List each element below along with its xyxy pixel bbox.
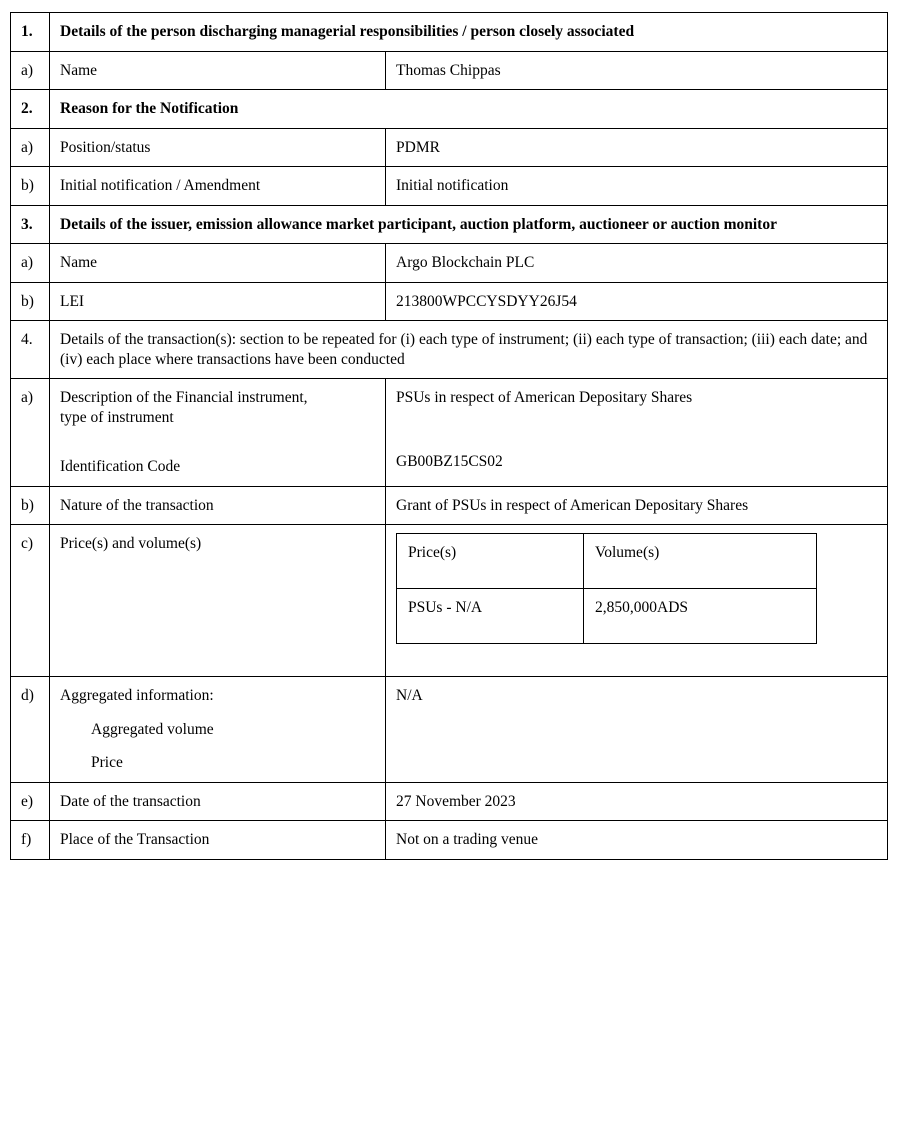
table-row [11,128,888,167]
spacer [60,739,375,753]
price-volume-header-row [397,534,817,589]
instrument-description-line-2: type of instrument [60,408,174,426]
transaction-place-value: Not on a trading venue [386,821,888,860]
aggregated-price-label: Price [91,754,123,772]
aggregated-volume-label: Aggregated volume [91,720,214,738]
row-index: b) [11,486,50,525]
table-row [11,51,888,90]
table-row [11,821,888,860]
pdmr-notification-table [10,12,888,860]
table-row [11,525,888,677]
row-value: Thomas Chippas [386,51,888,90]
price-volume-cell [386,525,888,677]
row-label: Nature of the transaction [50,486,386,525]
row-label: Date of the transaction [50,782,386,821]
row-value [386,379,888,487]
row-label: Place of the Transaction [50,821,386,860]
section-number: 4. [11,321,50,379]
section-heading: Details of the person discharging managerial responsibilities / person closely associated [50,13,888,52]
row-label [50,379,386,487]
section-heading: Details of the transaction(s): section to be repeated for (i) each type of instrument; (ii) each type of transaction; (iii) each date; and (iv) each place where transactions have been conducted [50,321,888,379]
table-row [11,282,888,321]
section-number: 1. [11,13,50,52]
price-volume-data-row [397,589,817,644]
volume-cell: 2,850,000ADS [584,589,817,644]
table-row [11,379,888,487]
section-heading-row [11,90,888,129]
row-index: a) [11,244,50,283]
row-value: N/A [386,677,888,783]
instrument-description-line-1: Description of the Financial instrument, [60,389,308,407]
row-label: Position/status [50,128,386,167]
row-index: b) [11,167,50,206]
row-label: LEI [50,282,386,321]
row-index: b) [11,282,50,321]
row-value: Grant of PSUs in respect of American Depositary Shares [386,486,888,525]
identification-code-value: GB00BZ15CS02 [396,452,503,470]
table-row [11,486,888,525]
row-value: Initial notification [386,167,888,206]
section-number: 3. [11,205,50,244]
instrument-value: PSUs in respect of American Depositary Shares [396,389,693,407]
section-heading: Reason for the Notification [50,90,888,129]
section-heading-row [11,13,888,52]
row-index: a) [11,128,50,167]
price-column-header: Price(s) [397,534,584,589]
price-volume-table [396,533,817,644]
table-row [11,244,888,283]
row-index: d) [11,677,50,783]
row-index: a) [11,51,50,90]
section-heading-row [11,321,888,379]
row-label: Price(s) and volume(s) [50,525,386,677]
spacer [396,408,877,438]
spacer [60,706,375,720]
aggregated-information-label: Aggregated information: [60,687,214,705]
transaction-date-value: 27 November 2023 [386,782,888,821]
row-label: Name [50,51,386,90]
row-value: PDMR [386,128,888,167]
table-row [11,677,888,783]
row-index: c) [11,525,50,677]
table-row [11,167,888,206]
lei-value: 213800WPCCYSDYY26J54 [386,282,888,321]
row-index: a) [11,379,50,487]
section-heading: Details of the issuer, emission allowance market participant, auction platform, auctioneer or auction monitor [50,205,888,244]
row-index: e) [11,782,50,821]
volume-column-header: Volume(s) [584,534,817,589]
section-number: 2. [11,90,50,129]
row-label [50,677,386,783]
spacer [60,427,375,457]
row-index: f) [11,821,50,860]
price-cell: PSUs - N/A [397,589,584,644]
spacer [396,644,877,667]
spacer [396,438,877,452]
row-label: Initial notification / Amendment [50,167,386,206]
row-value: Argo Blockchain PLC [386,244,888,283]
table-row [11,782,888,821]
row-label: Name [50,244,386,283]
section-heading-row [11,205,888,244]
identification-code-label: Identification Code [60,458,181,476]
